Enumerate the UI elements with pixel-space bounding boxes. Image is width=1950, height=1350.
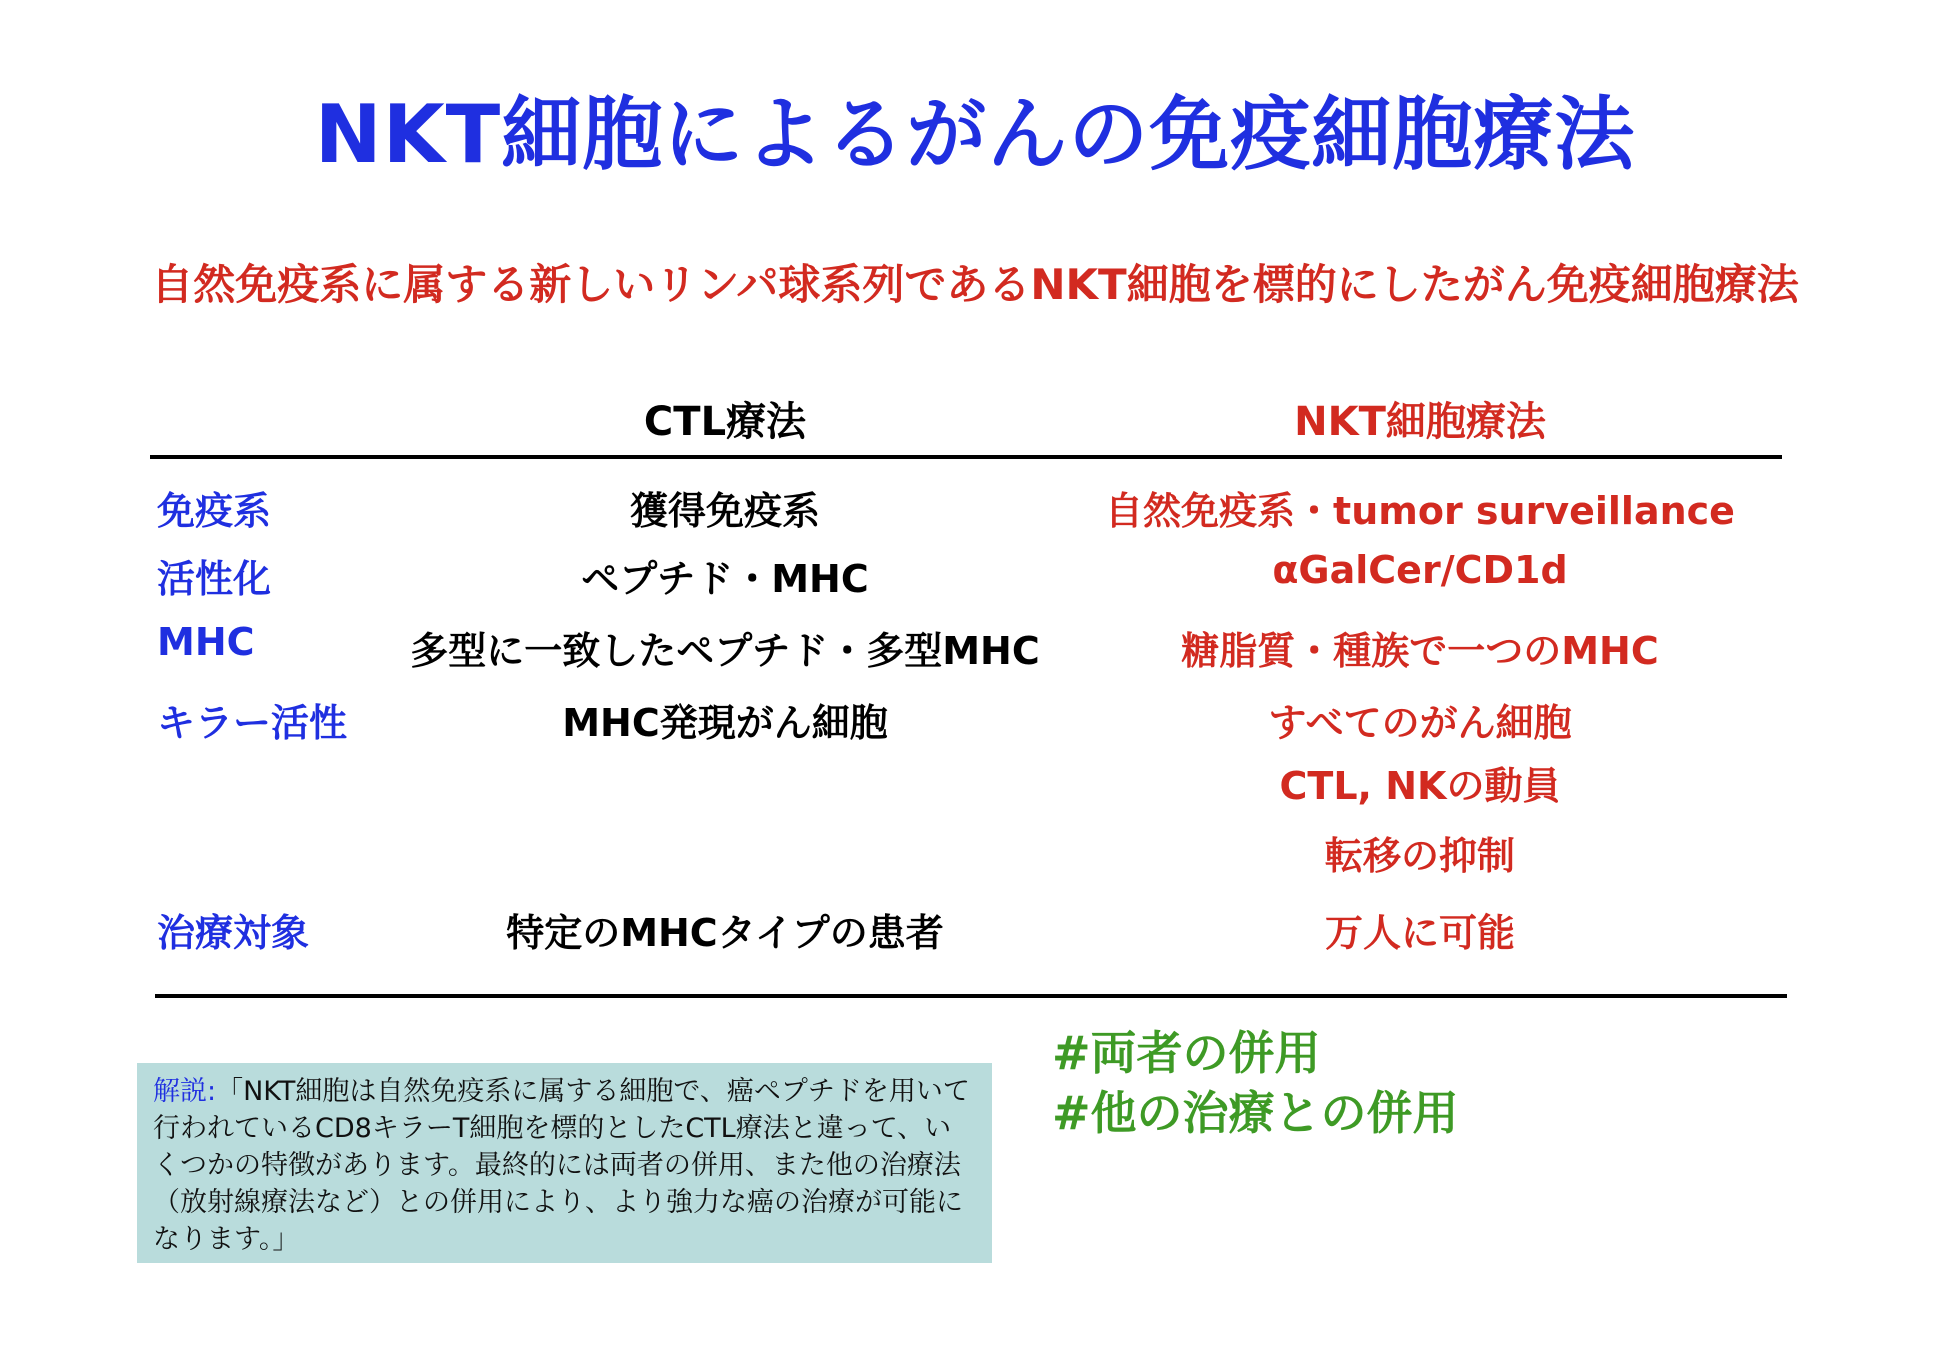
nkt-cell-mhc: 糖脂質・種族で一つのMHC <box>1181 629 1659 673</box>
row-label-activation: 活性化 <box>157 557 272 601</box>
table-top-rule <box>150 455 1782 459</box>
nkt-cell-activation: αGalCer/CD1d <box>1272 548 1568 592</box>
combination-both: #両者の併用 <box>1052 1026 1321 1080</box>
nkt-cell-treatment-target: 万人に可能 <box>1324 911 1515 955</box>
ctl-cell-mhc: 多型に一致したペプチド・多型MHC <box>410 629 1040 673</box>
nkt-cell-killer-activity: すべてのがん細胞 <box>1268 701 1572 745</box>
row-label-treatment-target: 治療対象 <box>157 911 310 955</box>
table-bottom-rule <box>155 994 1787 998</box>
ctl-cell-immune-system: 獲得免疫系 <box>629 489 820 533</box>
row-label-killer-activity: キラー活性 <box>157 701 348 745</box>
ctl-cell-killer-activity: MHC発現がん細胞 <box>562 701 888 745</box>
page-subtitle: 自然免疫系に属する新しいリンパ球系列であるNKT細胞を標的にしたがん免疫細胞療法 <box>151 260 1799 309</box>
nkt-cell-metastasis: 転移の抑制 <box>1324 834 1515 878</box>
ctl-cell-treatment-target: 特定のMHCタイプの患者 <box>506 911 944 955</box>
nkt-cell-immune-system: 自然免疫系・tumor surveillance <box>1105 489 1735 533</box>
column-header-ctl: CTL療法 <box>643 399 807 445</box>
explanation-box <box>137 1063 992 1263</box>
row-label-mhc: MHC <box>157 620 255 664</box>
explanation-label: 解説: <box>153 1076 217 1107</box>
row-label-immune-system: 免疫系 <box>157 489 272 533</box>
page-title: NKT細胞によるがんの免疫細胞療法 <box>314 88 1636 181</box>
nkt-cell-mobilization: CTL, NKの動員 <box>1279 764 1561 808</box>
combination-other: #他の治療との併用 <box>1052 1086 1459 1140</box>
column-header-nkt: NKT細胞療法 <box>1294 399 1546 445</box>
explanation-text: 「NKT細胞は自然免疫系に属する細胞で、癌ペプチドを用いて行われているCD8キラーT細胞を標的としたCTL療法と違って、いくつかの特徴があります。最終的には両者の併用、また他の治療法（放射線療法など）との併用により、より強力な癌の治療が可能になります。」 <box>153 1076 970 1255</box>
ctl-cell-activation: ペプチド・MHC <box>581 557 869 601</box>
